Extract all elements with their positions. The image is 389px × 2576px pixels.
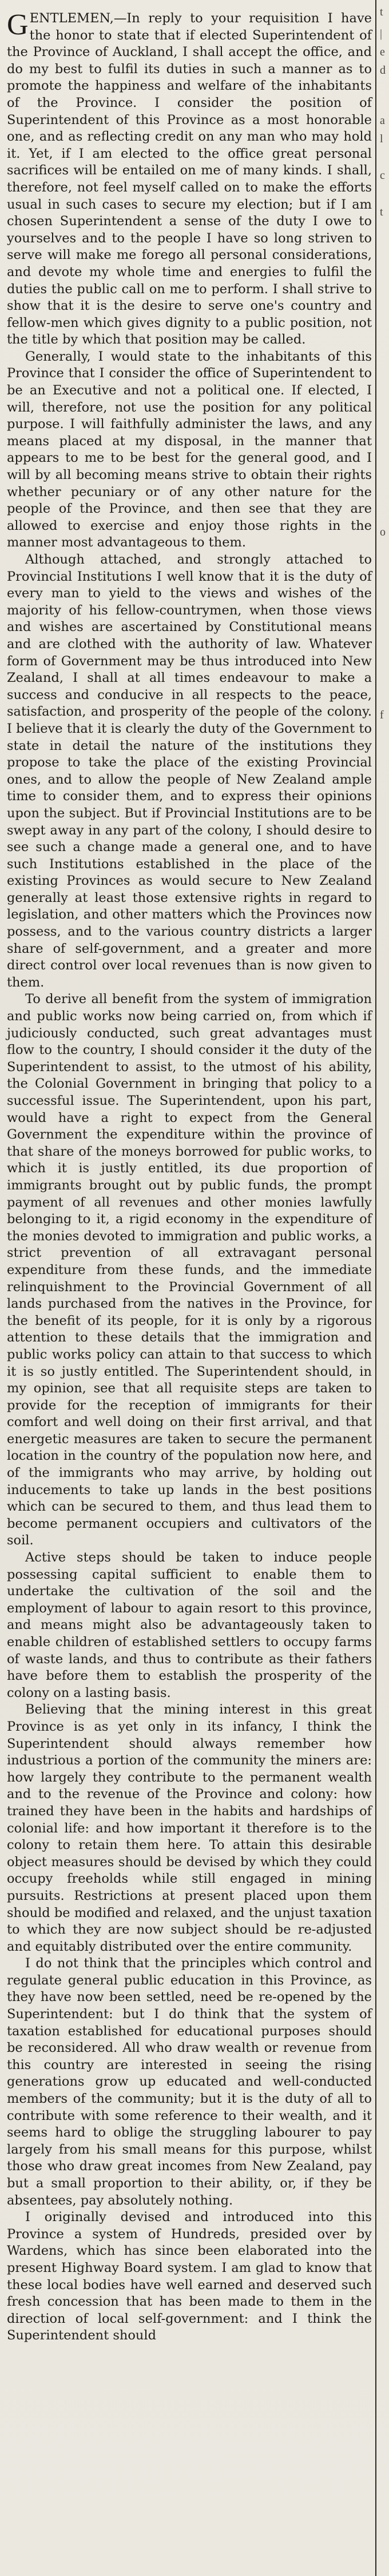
gutter-mark: t (380, 206, 383, 218)
article-paragraph: I originally devised and introduced into this Province a system of Hundreds, presided over by Wardens, which has since been elaborated into the present Highway Board system. I am glad to know that these local bodies have well earned and deserved such fresh concession that has been made to them in the direction of local self-government: and I think the Superintendent should (7, 2210, 372, 2343)
adjacent-column-edge (375, 0, 389, 2576)
article-paragraph: Generally, I would state to the inhabitants of this Province that I consider the office of Superintendent to be an Executive and not a political one. If elected, I will, therefore, not use the position for any political purpose. I will faithfully administer the laws, and any means placed at my disposal, in the manner that appears to me to be best for the general good, and I will by all becoming means strive to obtain their rights whether pecuniary or of any other nature for the people of the Province, and then see that they are allowed to exercise and enjoy those rights in the manner most advantageous to them. (7, 349, 372, 550)
article-paragraph: Although attached, and strongly attached to Provincial Institutions I well know that it is the duty of every man to yield to the views and wishes of the majority of his fellow-countrymen, when those views and wishes are ascertained by Constitutional means and are clothed with the authority of law. Whatever form of Government may be thus introduced into New Zealand, I shall at all times endeavour to make a success and conducive in all respects to the peace, satisfaction, and prosperity of the people of the colony. I believe that it is clearly the duty of the Government to state in detail the nature of the institutions they propose to take the place of the existing Provincial ones, and to allow the people of New Zealand ample time to consider them, and to express their opinions upon the subject. But if Provincial Institutions are to be swept away in any part of the colony, I should desire to see such a change made a general one, and to have such Institutions established in the place of the existing Provinces as would secure to New Zealand generally at least those extensive rights in regard to legislation, and other matters which the Provinces now possess, and to the various country districts a larger share of self-government, and a greater and more direct control over local revenues than is now given to them. (7, 552, 372, 990)
gutter-mark: l (380, 133, 383, 145)
gutter-mark: o (380, 526, 386, 538)
gutter-mark: f (380, 709, 384, 721)
gutter-mark: t (380, 6, 383, 18)
article-paragraph: To derive all benefit from the system of immigration and public works now being carried on, from which if judiciously conducted, such great advantages must flow to the country, I should consider it the duty of the Superintendent to assist, to the utmost of his ability, the Colonial Government in bringing that policy to a successful issue. The Superintendent, upon his part, would have a right to expect from the General Government the expenditure within the province of that share of the moneys borrowed for public works, to which it is justly entitled, its due proportion of immigrants brought out by public funds, the prompt payment of all revenues and other monies lawfully belonging to it, a rigid economy in the expenditure of the monies devoted to immigration and public works, a strict prevention of all extravagant personal expenditure from these funds, and the immediate relinquishment to the Provincial Government of all lands purchased from the natives in the Province, for the benefit of its people, for it is only by a rigorous attention to these details that the immigration and public works policy can attain to that success to which it is so justly entitled. The Superintendent should, in my opinion, see that all requisite steps are taken to provide for the reception of immigrants for their comfort and well doing on their first arrival, and that energetic measures are taken to secure the permanent location in the country of the population now here, and of the immigrants who may arrive, by holding out inducements to take up lands in the best positions which can be secured to them, and thus lead them to become permanent occupiers and cultivators of the soil. (7, 992, 372, 1548)
gutter-mark: d (380, 64, 386, 77)
gutter-mark: c (380, 169, 385, 182)
gutter-mark: | (380, 27, 383, 40)
gutter-mark: a (380, 114, 385, 127)
article-paragraph: Active steps should be taken to induce people possessing capital sufficient to enable them to undertake the cultivation of the soil and the employment of labour to again resort to this province, and means might also be advantageously taken to enable children of established settlers to occupy farms of waste lands, and thus to contribute as their fathers have before them to establish the prosperity of the colony on a lasting basis. (7, 1550, 372, 1700)
article-paragraph (7, 10, 372, 349)
drop-cap: G (7, 9, 29, 41)
article-paragraph: Believing that the mining interest in this great Province is as yet only in its infancy, I think the Superintendent should always remember how industrious a portion of the community the miners are: how largely they contribute to the permanent wealth and to the revenue of the Province and colony: how trained they have been in the habits and hardships of colonial life: and how important it therefore is to the colony to retain them here. To attain this desirable object measures should be devised by which they could occupy freeholds while still engaged in mining pursuits. Restrictions at present placed upon them should be modified and relaxed, and the unjust taxation to which they are now subject should be re-adjusted and equitably distributed over the entire community. (7, 1702, 372, 1954)
article-paragraph: I do not think that the principles which control and regulate general public education in this Province, as they have now been settled, need be re-opened by the Superintendent: but I do think that the system of taxation established for educational purposes should be reconsidered. All who draw wealth or revenue from this country are interested in seeing the rising generations grow up educated and well-conducted members of the community; but it is the duty of all to contribute with some reference to their wealth, and it seems hard to oblige the struggling labourer to pay largely from his small means for this purpose, whilst those who draw great incomes from New Zealand, pay but a small proportion to their ability, or, if they be absentees, pay absolutely nothing. (7, 1956, 372, 2208)
gutter-mark: e (380, 46, 385, 58)
paragraph-text: ENTLEMEN,—In reply to your requisition I have the honor to state that if elected Superintendent of the Province of Auckland, I shall accept the office, and do my best to fulfil its duties in such a manner as to promote the happiness and welfare of the inhabitants of the Province. I consider the position of Superintendent of this Province as a most honorable one, and as reflecting credit on any man who may hold it. Yet, if I am elected to the office great personal sacrifices will be entailed on me of many kinds. I shall, therefore, not feel myself called on to make the efforts usual in such cases to secure my election; but if I am chosen Superintendent a sense of the duty I owe to yourselves and to the people I have so long striven to serve will make me forego all personal considerations, and devote my whole time and energies to fulfil the duties the public call on me to perform. I shall strive to show that it is the desire to serve one's country and fellow-men which gives dignity to a public position, not the title by which that position may be called. (7, 11, 372, 348)
